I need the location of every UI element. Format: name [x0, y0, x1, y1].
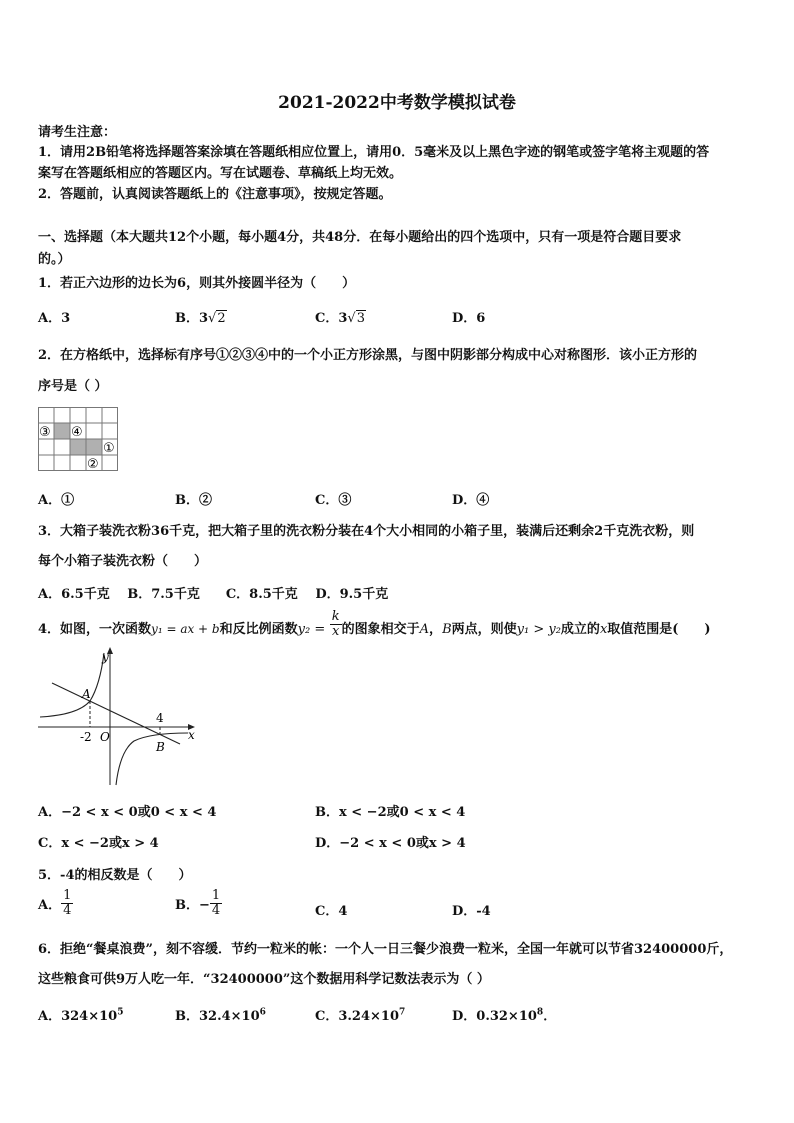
notice-line: 2．答题前，认真阅读答题纸上的《注意事项》，按规定答题。 — [38, 187, 392, 202]
shaded-cell — [54, 423, 70, 439]
y-axis-label: y — [102, 650, 109, 664]
q3-stem: 3．大箱子装洗衣粉36千克，把大箱子里的洗衣粉分装在4个大小相同的小箱子里，装满后还剩余2千克洗衣粉，则 — [38, 524, 695, 539]
tick-label-neg2: -2 — [80, 730, 92, 744]
q3-options: A．6.5千克 B．7.5千克 C．8.5千克 D．9.5千克 — [38, 587, 389, 602]
q5-option-c: C．4 — [315, 904, 348, 919]
notice-line: 1．请用2B铅笔将选择题答案涂填在答题纸相应位置上，请用0．5毫米及以上黑色字迹的钢笔或签字笔将主观题的答 — [38, 145, 710, 160]
q2-option-c: C．③ — [315, 493, 352, 508]
x-axis-label: x — [188, 728, 195, 742]
q1-option-d: D．6 — [452, 311, 486, 326]
q5-option-a: A． $\frac{1}{4}$ — [38, 888, 72, 918]
grid-label-1: ① — [103, 441, 115, 456]
section-heading: 一、选择题（本大题共12个小题，每小题4分，共48分．在每小题给出的四个选项中，只有一项是符合题目要求 — [38, 230, 682, 245]
q4-option-b: B．x < −2或0 < x < 4 — [315, 805, 466, 820]
point-a-label: A — [82, 687, 91, 701]
section-heading-cont: 的。） — [38, 252, 71, 267]
q6-option-b: B．$32.4\times 10^6$ — [175, 1007, 266, 1024]
tick-label-4: 4 — [156, 711, 164, 725]
origin-label: O — [100, 730, 110, 744]
q4-stem: 4．如图，一次函数y₁ = ax + b和反比例函数y₂ = $\frac{k}{x}$ 的图象相交于A，B两点，则使y₁ > y₂成立的x取值范围是( ) — [38, 609, 711, 639]
q4-option-d: D．−2 < x < 0或x > 4 — [315, 836, 466, 851]
q1-option-c: C．3√3 — [315, 311, 365, 326]
q5-option-b: B．− $\frac{1}{4}$ — [175, 888, 221, 918]
q5-stem: 5．-4的相反数是（ ） — [38, 868, 192, 883]
grid-label-2: ② — [87, 457, 99, 471]
q5-option-d: D．-4 — [452, 904, 491, 919]
q2-option-d: D．④ — [452, 493, 490, 508]
q6-option-c: C．$3.24\times 10^7$ — [315, 1007, 406, 1024]
q4-function-graph — [38, 645, 198, 790]
q2-grid-figure — [38, 407, 120, 471]
q2-option-a: A．① — [38, 493, 75, 508]
grid-label-4: ④ — [71, 425, 83, 440]
q6-stem: 6．拒绝“餐桌浪费”，刻不容缓．节约一粒米的帐：一个人一日三餐少浪费一粒米，全国一年就可以节省32400000斤， — [38, 942, 733, 957]
hyperbola-branch-left — [40, 653, 104, 717]
q2-stem-cont: 序号是（ ） — [38, 379, 108, 394]
page-title: 2021-2022中考数学模拟试卷 — [278, 93, 516, 113]
q1-option-b: B．3√2 — [175, 311, 226, 326]
grid-label-3: ③ — [39, 425, 51, 440]
q2-option-b: B．② — [175, 493, 212, 508]
point-b-label: B — [156, 740, 165, 754]
q2-stem: 2．在方格纸中，选择标有序号①②③④中的一个小正方形涂黑，与图中阴影部分构成中心对称图形．该小正方形的 — [38, 348, 698, 363]
notice-heading: 请考生注意： — [38, 125, 117, 140]
notice-line: 案写在答题纸相应的答题区内。写在试题卷、草稿纸上均无效。 — [38, 166, 403, 181]
q6-stem-cont: 这些粮食可供9万人吃一年．“32400000”这个数据用科学记数法表示为（ ） — [38, 972, 490, 987]
shaded-cell — [86, 439, 102, 455]
q1-stem: 1．若正六边形的边长为6，则其外接圆半径为（ ） — [38, 276, 356, 291]
q1-option-a: A．3 — [38, 311, 71, 326]
shaded-cell — [70, 439, 86, 455]
q3-stem-cont: 每个小箱子装洗衣粉（ ） — [38, 554, 208, 569]
q6-option-a: A．$324\times 10^5$ — [38, 1007, 124, 1024]
q6-option-d: D．$0.32\times 10^8$． — [452, 1007, 557, 1024]
hyperbola-branch-right — [116, 733, 188, 785]
q4-option-a: A．−2 < x < 0或0 < x < 4 — [38, 805, 217, 820]
q4-option-c: C．x < −2或x > 4 — [38, 836, 159, 851]
